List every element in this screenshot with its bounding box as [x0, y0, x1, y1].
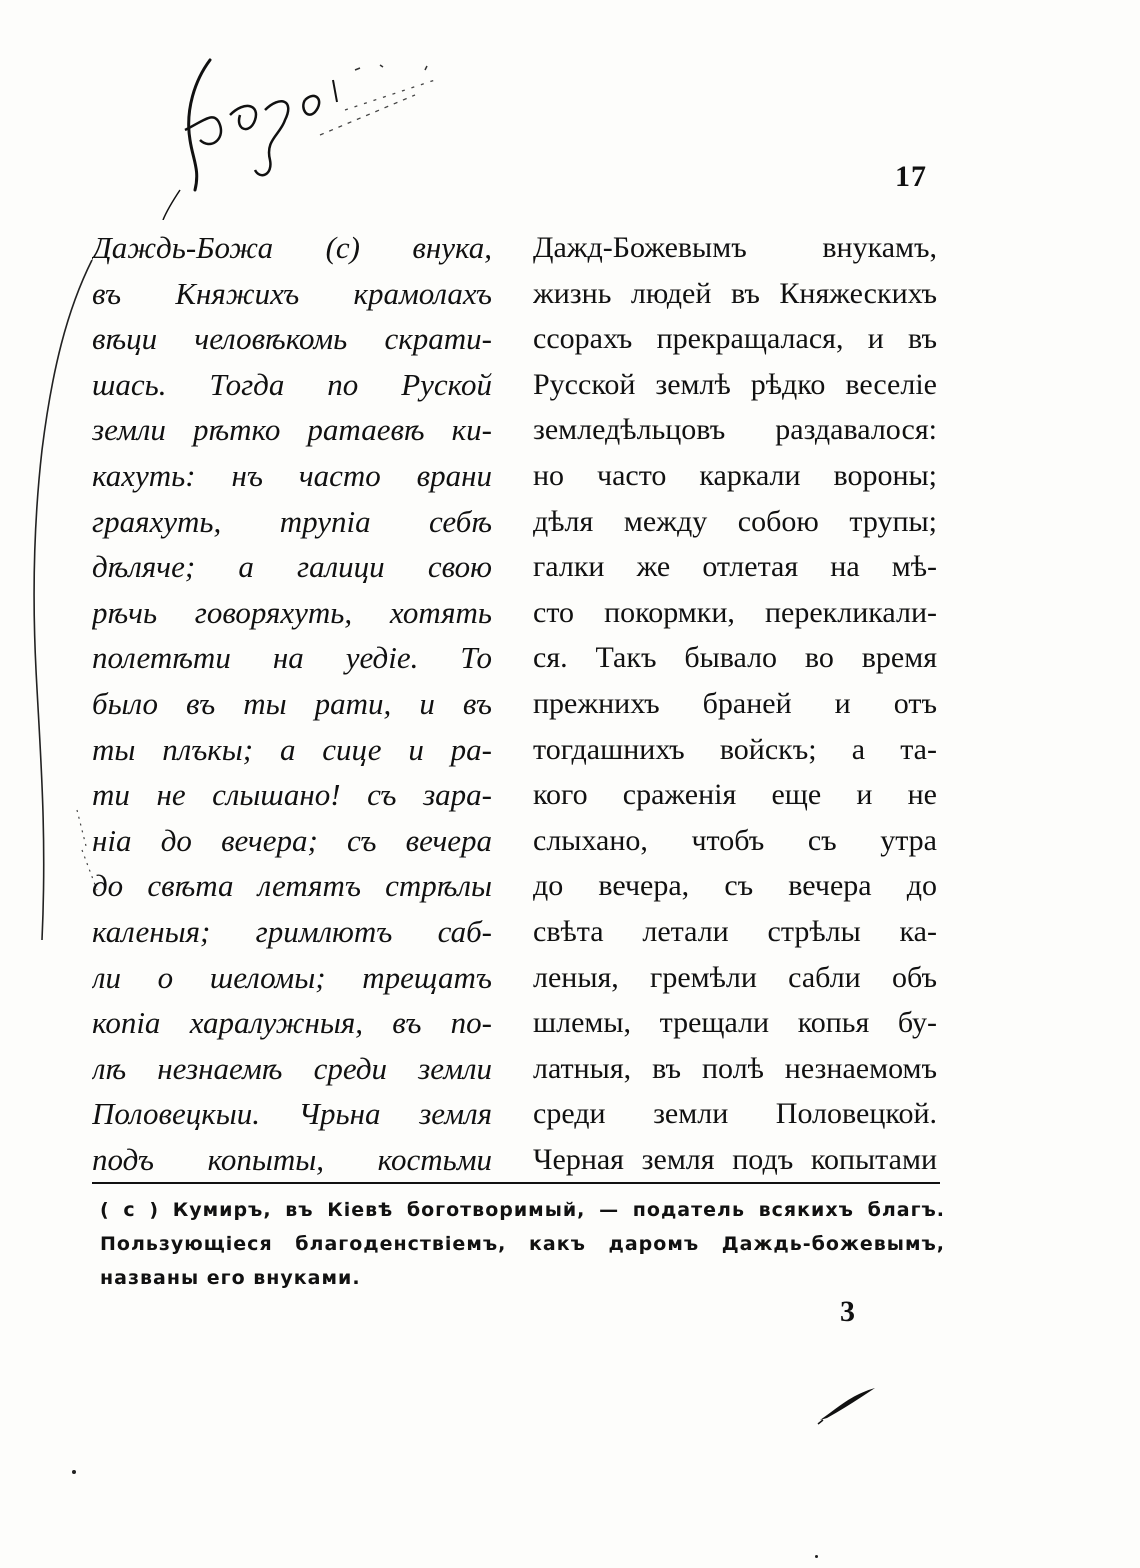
old-text-line: шась. Тогда по Руской	[92, 366, 492, 402]
footnote-line: названы его внуками.	[100, 1267, 361, 1289]
translation-line: тогдашнихъ войскъ; а та-	[533, 732, 937, 766]
translation-column	[533, 225, 937, 1182]
page-number: 17	[895, 160, 927, 193]
old-text-line: въ Княжихъ крамолахъ	[92, 275, 492, 311]
old-text-column	[92, 225, 492, 1182]
old-text-line: кахуть: нъ часто врани	[92, 457, 492, 493]
translation-line: жизнь людей въ Княжескихъ	[533, 276, 937, 310]
old-text-line: земли рѣтко ратаевѣ ки-	[92, 412, 492, 448]
translation-line: прежнихъ браней и отъ	[533, 686, 937, 720]
translation-line: Русской землѣ рѣдко веселіе	[533, 367, 937, 401]
translation-line: но часто каркали вороны;	[533, 458, 937, 492]
translation-line: до вечера, съ вечера до	[533, 869, 937, 903]
old-text-line: было въ ты рати, и въ	[92, 685, 492, 721]
signature-mark: 3	[840, 1295, 855, 1328]
old-text-line: Даждь-Божа (с) внука,	[92, 230, 492, 265]
handwritten-annotation	[155, 40, 455, 220]
footnote-divider	[92, 1182, 940, 1184]
translation-line: кого сраженія еще и не	[533, 778, 937, 812]
translation-line: галки же отлетая на мѣ-	[533, 550, 937, 584]
old-text-line: каленыя; гримлютъ саб-	[92, 913, 492, 949]
translation-line: Дажд-Божевымъ внукамъ,	[533, 231, 937, 264]
translation-line: латныя, въ полѣ незнаемомъ	[533, 1051, 937, 1085]
old-text-line: рѣчь говоряхуть, хотять	[92, 594, 492, 630]
translation-line: слыхано, чтобъ съ утра	[533, 823, 937, 857]
translation-line: свѣта летали стрѣлы ка-	[533, 914, 937, 948]
translation-line: леныя, гремѣли сабли объ	[533, 960, 937, 994]
old-text-line: ти не слышано! съ зара-	[92, 777, 492, 813]
footnote	[100, 1193, 945, 1295]
footnote-line: Пользующіеся благоденствіемъ, какъ даромъ Даждь-божевымъ,	[100, 1233, 945, 1255]
old-text-line: лѣ незнаемѣ среди земли	[92, 1050, 492, 1086]
translation-line: ссорахъ прекращалася, и въ	[533, 322, 937, 356]
ink-flourish	[815, 1380, 885, 1425]
old-text-line: вѣци человѣкомь скрати-	[92, 321, 492, 357]
translation-line: дѣля между собою трупы;	[533, 504, 937, 538]
old-text-line: ніа до вечера; съ вечера	[92, 822, 492, 858]
translation-line: Черная земля подъ копытами	[533, 1142, 937, 1176]
old-text-line: дѣляче; а галици свою	[92, 549, 492, 585]
old-text-line: полетѣти на уедіе. То	[92, 640, 492, 676]
old-text-line: Половецкыи. Чрьна земля	[92, 1096, 492, 1132]
footnote-line: ( с ) Кумиръ, въ Кіевѣ боготворимый, — податель всякихъ благъ.	[100, 1199, 945, 1221]
translation-line: шлемы, трещали копья бу-	[533, 1006, 937, 1040]
old-text-line: ли о шеломы; трещатъ	[92, 959, 492, 995]
old-text-line: до свѣта летятъ стрѣлы	[92, 868, 492, 904]
old-text-line: ты плъкы; а сице и ра-	[92, 731, 492, 767]
translation-line: ся. Такъ бывало во время	[533, 641, 937, 675]
translation-line: среди земли Половецкой.	[533, 1097, 937, 1131]
translation-line: земледѣльцовъ раздавалося:	[533, 413, 937, 447]
ink-speck	[72, 1470, 76, 1474]
old-text-line: подъ копыты, костьми	[92, 1141, 492, 1177]
ink-speck	[815, 1555, 818, 1558]
margin-bracket-mark	[22, 250, 102, 950]
old-text-line: копіа харалужныя, въ по-	[92, 1005, 492, 1041]
old-text-line: граяхуть, трупіа себѣ	[92, 503, 492, 539]
translation-line: сто покормки, перекликали-	[533, 595, 937, 629]
